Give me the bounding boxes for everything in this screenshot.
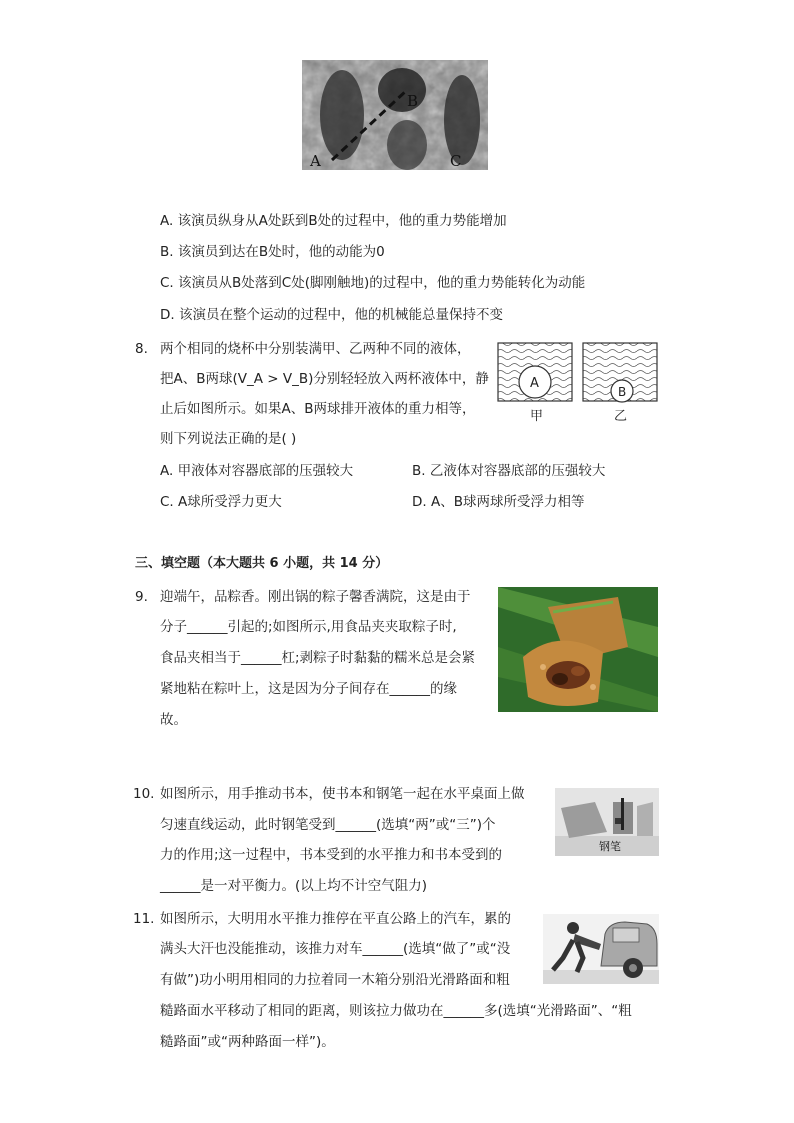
q8-ball-b-label: B (618, 385, 627, 399)
q8-line-1: 两个相同的烧杯中分别装满甲、乙两种不同的液体， (160, 341, 471, 357)
q11-line-5: 糙路面”或“两种路面一样”)。 (160, 1034, 335, 1050)
q8-label-right: 乙 (614, 409, 628, 424)
q7-option-a: A. 该演员纵身从A处跃到B处的过程中，他的重力势能增加 (160, 213, 507, 229)
q11-line-1: 如图所示，大明用水平推力推停在平直公路上的汽车，累的 (160, 911, 511, 927)
q7-label-a: A (310, 152, 321, 170)
q8-label-left: 甲 (530, 409, 544, 424)
q9-line-5: 故。 (160, 712, 187, 728)
q11-number: 11. (133, 911, 155, 927)
q8-line-2: 把A、B两球(V_A > V_B)分别轻轻放入两杯液体中，静 (160, 371, 489, 387)
q8-option-b: B. 乙液体对容器底部的压强较大 (412, 463, 606, 479)
q11-line-4: 糙路面水平移动了相同的距离，则该拉力做功在______多(选填“光滑路面”、“粗 (160, 1003, 632, 1019)
q7-label-b: B (407, 92, 419, 110)
q11-line-2: 满头大汗也没能推动，该推力对车______(选填“做了”或“没 (160, 941, 511, 957)
q8-option-c: C. A球所受浮力更大 (160, 494, 282, 510)
section-3-title: 三、填空题（本大题共 6 小题，共 14 分） (135, 556, 389, 571)
q10-number: 10. (133, 786, 155, 802)
q8-line-3: 止后如图所示。如果A、B两球排开液体的重力相等， (160, 401, 476, 417)
q10-line-2: 匀速直线运动，此时钢笔受到______(选填“两”或“三”)个 (160, 817, 496, 833)
q9-line-3: 食品夹相当于______杠;剥粽子时黏黏的糯米总是会紧 (160, 650, 476, 666)
q8-line-4: 则下列说法正确的是( ) (160, 431, 297, 447)
q10-line-1: 如图所示，用手推动书本，使书本和钢笔一起在水平桌面上做 (160, 786, 525, 802)
q8-number: 8. (135, 341, 148, 357)
q9-line-1: 迎端午，品粽香。刚出锅的粽子馨香满院，这是由于 (160, 589, 471, 605)
q7-acrobat-image (302, 60, 488, 170)
q7-option-b: B. 该演员到达在B处时，他的动能为0 (160, 244, 385, 260)
q10-book-pen-image (555, 788, 659, 856)
q8-ball-a-label: A (530, 376, 539, 391)
q11-pushing-car-image (543, 914, 659, 984)
q9-zongzi-image (498, 587, 658, 712)
q11-line-3: 有做”)功小明用相同的力拉着同一木箱分别沿光滑路面和粗 (160, 972, 510, 988)
q7-label-c: C (450, 152, 462, 170)
q10-line-4: ______是一对平衡力。(以上均不计空气阻力) (160, 878, 428, 894)
q7-option-d: D. 该演员在整个运动的过程中，他的机械能总量保持不变 (160, 307, 503, 323)
q8-option-d: D. A、B球两球所受浮力相等 (412, 494, 585, 510)
q10-pen-label: 钢笔 (599, 840, 621, 853)
q9-number: 9. (135, 589, 148, 605)
q10-line-3: 力的作用;这一过程中，书本受到的水平推力和书本受到的 (160, 847, 503, 863)
q7-option-c: C. 该演员从B处落到C处(脚刚触地)的过程中，他的重力势能转化为动能 (160, 275, 586, 291)
q9-line-2: 分子______引起的;如图所示,用食品夹夹取粽子时, (160, 619, 457, 635)
q8-beaker-figure (497, 340, 659, 425)
q9-line-4: 紧地粘在粽叶上，这是因为分子间存在______的缘 (160, 681, 457, 697)
q8-option-a: A. 甲液体对容器底部的压强较大 (160, 463, 354, 479)
